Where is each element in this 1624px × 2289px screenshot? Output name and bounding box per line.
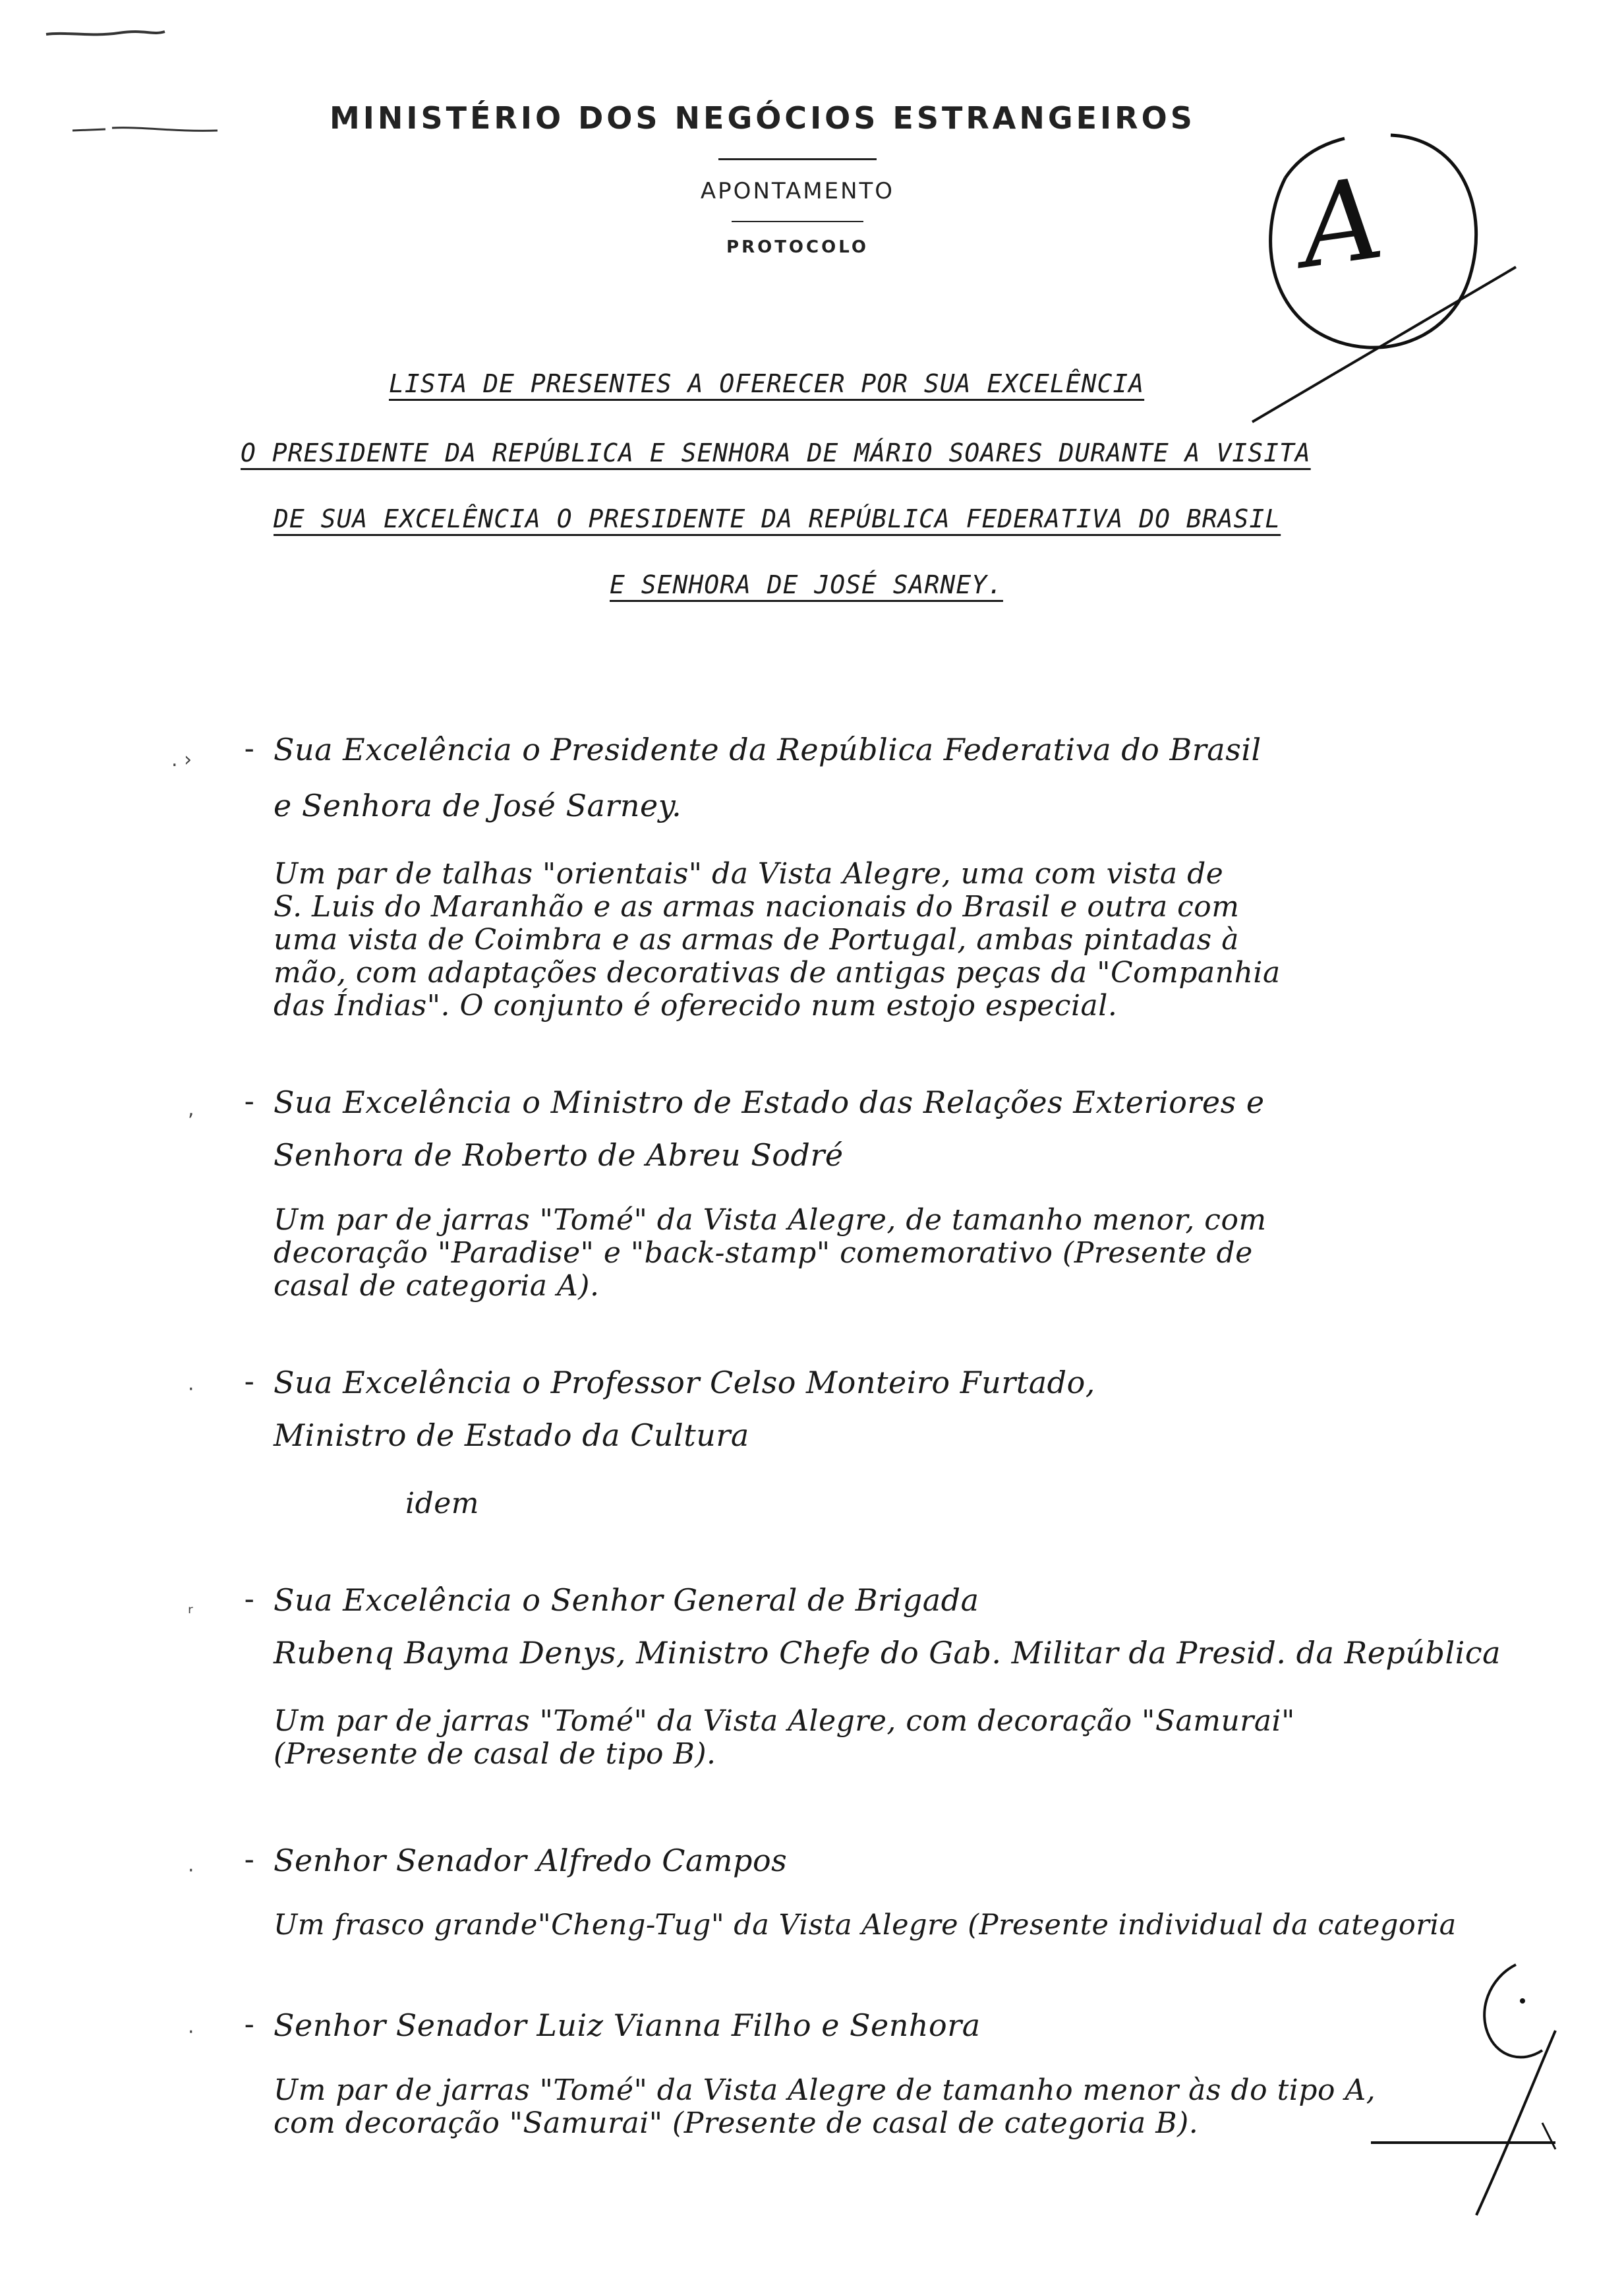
- recipient-name: Ministro de Estado da Cultura: [274, 1417, 749, 1453]
- gift-description: Um par de jarras "Tomé" da Vista Alegre, com decoração "Samurai": [274, 1704, 1295, 1738]
- gift-description: Um par de jarras "Tomé" da Vista Alegre, de tamanho menor, com: [274, 1203, 1267, 1237]
- signature-mark: [1358, 1951, 1575, 2242]
- margin-tick: ᵣ: [188, 1595, 193, 1619]
- stamp-letter: A: [1292, 153, 1391, 294]
- margin-tick: ·: [188, 2021, 194, 2044]
- margin-tick: ·: [188, 1378, 194, 1401]
- gift-description: casal de categoria A).: [274, 1269, 600, 1303]
- header-rule: [732, 221, 863, 222]
- list-bullet: -: [241, 1843, 258, 1876]
- recipient-name: Sua Excelência o Senhor General de Brigada: [274, 1582, 979, 1618]
- recipient-name: Sua Excelência o Ministro de Estado das Relações Exteriores e: [274, 1085, 1265, 1120]
- margin-scribble: [66, 117, 224, 144]
- protocolo-label: PROTOCOLO: [726, 237, 869, 257]
- recipient-name: Senhora de Roberto de Abreu Sodré: [274, 1137, 844, 1173]
- gift-description: Um frasco grande"Cheng-Tug" da Vista Alegre (Presente individual da categoria: [274, 1909, 1457, 1942]
- margin-tick: ·: [188, 1859, 194, 1882]
- list-bullet: -: [241, 1582, 258, 1616]
- margin-tick: ,: [188, 1098, 194, 1121]
- gift-description: idem: [405, 1487, 479, 1520]
- apontamento-label: APONTAMENTO: [700, 178, 895, 204]
- title-line: E SENHORA DE JOSÉ SARNEY.: [610, 570, 1003, 599]
- title-line: O PRESIDENTE DA REPÚBLICA E SENHORA DE MÁRIO SOARES DURANTE A VISITA: [241, 438, 1311, 467]
- gift-description: S. Luis do Maranhão e as armas nacionais do Brasil e outra com: [274, 890, 1240, 924]
- recipient-name: Senhor Senador Alfredo Campos: [274, 1843, 788, 1878]
- recipient-name: Rubenq Bayma Denys, Ministro Chefe do Gab. Militar da Presid. da República: [274, 1635, 1501, 1671]
- gift-description: (Presente de casal de tipo B).: [274, 1737, 716, 1771]
- gift-description: das Índias". O conjunto é oferecido num estojo especial.: [274, 989, 1118, 1023]
- ministry-heading: MINISTÉRIO DOS NEGÓCIOS ESTRANGEIROS: [330, 100, 1196, 136]
- gift-description: Um par de jarras "Tomé" da Vista Alegre de tamanho menor às do tipo A,: [274, 2073, 1376, 2107]
- recipient-name: Sua Excelência o Presidente da República Federativa do Brasil: [274, 732, 1262, 767]
- margin-tick: . ›: [171, 748, 192, 771]
- header-rule: [718, 158, 877, 160]
- list-bullet: -: [241, 1365, 258, 1398]
- gift-description: mão, com adaptações decorativas de antigas peças da "Companhia: [274, 956, 1281, 990]
- recipient-name: Senhor Senador Luiz Vianna Filho e Senhora: [274, 2007, 981, 2043]
- recipient-name: e Senhora de José Sarney.: [274, 788, 682, 823]
- gift-description: uma vista de Coimbra e as armas de Portugal, ambas pintadas à: [274, 923, 1239, 957]
- title-line: LISTA DE PRESENTES A OFERECER POR SUA EXCELÊNCIA: [389, 369, 1145, 398]
- gift-description: Um par de talhas "orientais" da Vista Alegre, uma com vista de: [274, 857, 1224, 891]
- title-line: DE SUA EXCELÊNCIA O PRESIDENTE DA REPÚBLICA FEDERATIVA DO BRASIL: [274, 504, 1281, 533]
- gift-description: decoração "Paradise" e "back-stamp" comemorativo (Presente de: [274, 1236, 1253, 1270]
- list-bullet: -: [241, 732, 258, 765]
- gift-description: com decoração "Samurai" (Presente de casal de categoria B).: [274, 2106, 1199, 2140]
- corner-scribble: [40, 20, 171, 46]
- list-bullet: -: [241, 2007, 258, 2041]
- list-bullet: -: [241, 1085, 258, 1118]
- recipient-name: Sua Excelência o Professor Celso Monteiro Furtado,: [274, 1365, 1095, 1400]
